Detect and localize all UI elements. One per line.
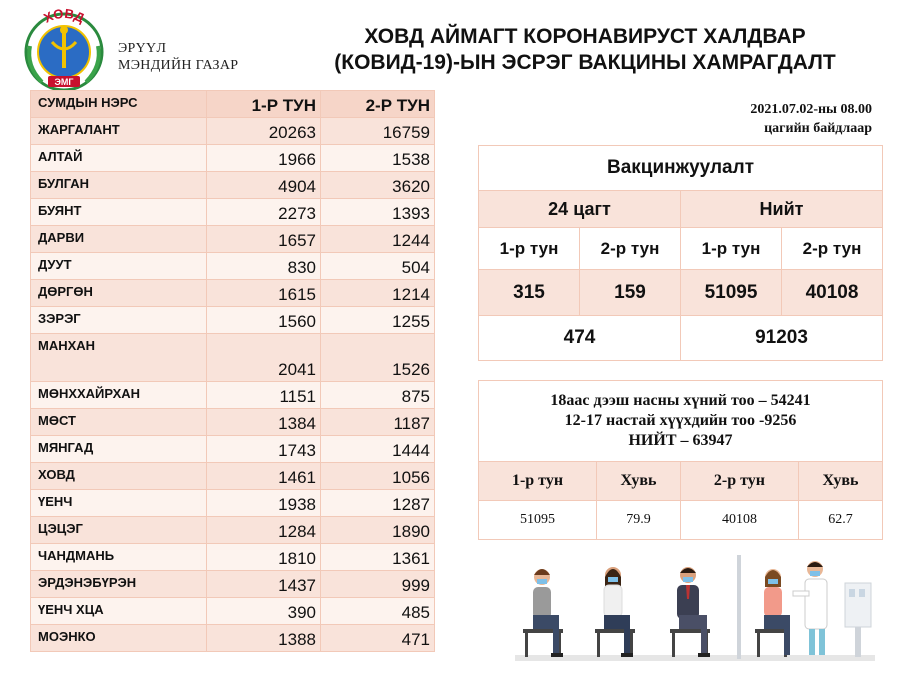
total-dose2-value: 40108 <box>782 270 883 316</box>
coverage-header-dose2: 2-р тун <box>680 462 798 501</box>
dose2-value: 1255 <box>321 307 435 334</box>
dose2-value: 1890 <box>321 517 435 544</box>
table-row <box>31 145 435 172</box>
dose2-value: 1361 <box>321 544 435 571</box>
dose1-value: 830 <box>207 253 321 280</box>
population-info <box>479 381 883 462</box>
coverage-pct2-value: 62.7 <box>798 501 882 540</box>
dose2-value: 1444 <box>321 436 435 463</box>
dose1-value: 1810 <box>207 544 321 571</box>
date-line-2: цагийн байдлаар <box>764 121 872 136</box>
district-name: ЗЭРЭГ <box>31 307 207 334</box>
dose1-value: 1384 <box>207 409 321 436</box>
dose2-value: 16759 <box>321 118 435 145</box>
table-row <box>31 199 435 226</box>
table-row <box>31 409 435 436</box>
adult-population: 18аас дээш насны хүний тоо – 54241 <box>550 392 811 409</box>
dose1-value: 2273 <box>207 199 321 226</box>
doctor <box>793 561 827 655</box>
dose1-value: 1615 <box>207 280 321 307</box>
h24-dose1-label: 1-р тун <box>479 228 580 270</box>
group-total-label: Нийт <box>681 191 883 228</box>
coverage-header-pct2: Хувь <box>798 462 882 501</box>
h24-dose1-value: 315 <box>479 270 580 316</box>
org-line-1: ЭРҮҮЛ <box>118 41 167 56</box>
dose1-value: 1560 <box>207 307 321 334</box>
district-name: ҮЕНЧ <box>31 490 207 517</box>
table-row <box>31 253 435 280</box>
title-line-1: ХОВД АЙМАГТ КОРОНАВИРУСТ ХАЛДВАР <box>364 25 806 48</box>
district-name: ДУУТ <box>31 253 207 280</box>
total-sum-value: 91203 <box>681 316 883 361</box>
district-name: МӨСТ <box>31 409 207 436</box>
district-name: МАНХАН <box>31 334 207 382</box>
h24-dose2-label: 2-р тун <box>580 228 681 270</box>
district-name: БУЛГАН <box>31 172 207 199</box>
table-row <box>31 436 435 463</box>
district-name: ЖАРГАЛАНТ <box>31 118 207 145</box>
h24-sum-value: 474 <box>479 316 681 361</box>
table-row <box>31 598 435 625</box>
total-dose1-label: 1-р тун <box>681 228 782 270</box>
district-name: ДАРВИ <box>31 226 207 253</box>
district-name: МӨНХХАЙРХАН <box>31 382 207 409</box>
vaccination-summary <box>478 145 883 361</box>
dose1-value: 1437 <box>207 571 321 598</box>
medical-cabinet <box>845 583 871 657</box>
dose1-value: 1966 <box>207 145 321 172</box>
dose1-value: 1388 <box>207 625 321 652</box>
dose2-value: 875 <box>321 382 435 409</box>
table-row <box>31 625 435 652</box>
dose2-value: 504 <box>321 253 435 280</box>
coverage-header-dose1: 1-р тун <box>479 462 597 501</box>
dose1-value: 1151 <box>207 382 321 409</box>
title-line-2: (КОВИД-19)-ЫН ЭСРЭГ ВАКЦИНЫ ХАМРАГДАЛТ <box>334 51 836 74</box>
table-row <box>31 544 435 571</box>
coverage-dose2-value: 40108 <box>680 501 798 540</box>
dose1-value: 390 <box>207 598 321 625</box>
seated-person-1 <box>523 569 563 657</box>
logo-top-text: ХОВД <box>41 6 87 26</box>
header-dose-2: 2-Р ТУН <box>321 91 435 118</box>
district-table-header <box>31 91 435 118</box>
dose2-value: 1244 <box>321 226 435 253</box>
table-row <box>31 172 435 199</box>
district-name: ДӨРГӨН <box>31 280 207 307</box>
district-name: БУЯНТ <box>31 199 207 226</box>
table-row <box>31 226 435 253</box>
dose1-value: 1284 <box>207 517 321 544</box>
coverage-pct1-value: 79.9 <box>597 501 681 540</box>
table-row <box>31 490 435 517</box>
dose2-value: 1538 <box>321 145 435 172</box>
page-title <box>290 24 880 76</box>
coverage-table <box>478 380 883 540</box>
dose2-value: 1287 <box>321 490 435 517</box>
district-name: МОЭНКО <box>31 625 207 652</box>
dose1-value: 2041 <box>207 334 321 382</box>
dose2-value: 3620 <box>321 172 435 199</box>
organization-name <box>118 40 238 74</box>
dose1-value: 1461 <box>207 463 321 490</box>
coverage-header-pct1: Хувь <box>597 462 681 501</box>
total-dose2-label: 2-р тун <box>782 228 883 270</box>
header-district-name: СУМДЫН НЭРС <box>31 91 207 118</box>
district-name: ЧАНДМАНЬ <box>31 544 207 571</box>
district-name: АЛТАЙ <box>31 145 207 172</box>
table-row <box>31 280 435 307</box>
dose1-value: 20263 <box>207 118 321 145</box>
h24-dose2-value: 159 <box>580 270 681 316</box>
total-population: НИЙТ – 63947 <box>628 432 733 449</box>
dose1-value: 1743 <box>207 436 321 463</box>
dose2-value: 1393 <box>321 199 435 226</box>
dose2-value: 1187 <box>321 409 435 436</box>
seated-person-2 <box>595 567 635 657</box>
dose2-value: 1526 <box>321 334 435 382</box>
vaccination-heading: Вакцинжуулалт <box>479 146 883 191</box>
vaccination-illustration <box>515 555 875 667</box>
org-line-2: МЭНДИЙН ГАЗАР <box>118 58 239 73</box>
dose2-value: 1056 <box>321 463 435 490</box>
coverage-dose1-value: 51095 <box>479 501 597 540</box>
logo-bottom-text: ЭМГ <box>54 77 74 87</box>
district-table <box>30 90 435 652</box>
table-row <box>31 118 435 145</box>
group-24h-label: 24 цагт <box>479 191 681 228</box>
table-row <box>31 307 435 334</box>
header-dose-1: 1-Р ТУН <box>207 91 321 118</box>
report-date <box>750 100 872 138</box>
table-row <box>31 334 435 382</box>
table-row <box>31 517 435 544</box>
table-row <box>31 382 435 409</box>
patient <box>755 569 790 657</box>
district-name: ЦЭЦЭГ <box>31 517 207 544</box>
date-line-1: 2021.07.02-ны 08.00 <box>750 102 872 117</box>
district-name: МЯНГАД <box>31 436 207 463</box>
dose2-value: 485 <box>321 598 435 625</box>
total-dose1-value: 51095 <box>681 270 782 316</box>
table-row <box>31 463 435 490</box>
dose1-value: 1657 <box>207 226 321 253</box>
teen-population: 12-17 настай хүүхдийн тоо -9256 <box>564 412 797 429</box>
seated-person-3 <box>670 567 710 657</box>
table-row <box>31 571 435 598</box>
dose1-value: 4904 <box>207 172 321 199</box>
dose2-value: 1214 <box>321 280 435 307</box>
dose2-value: 999 <box>321 571 435 598</box>
district-name: ЭРДЭНЭБҮРЭН <box>31 571 207 598</box>
dose2-value: 471 <box>321 625 435 652</box>
district-name: ҮЕНЧ ХЦА <box>31 598 207 625</box>
logo <box>18 6 110 94</box>
dose1-value: 1938 <box>207 490 321 517</box>
district-name: ХОВД <box>31 463 207 490</box>
